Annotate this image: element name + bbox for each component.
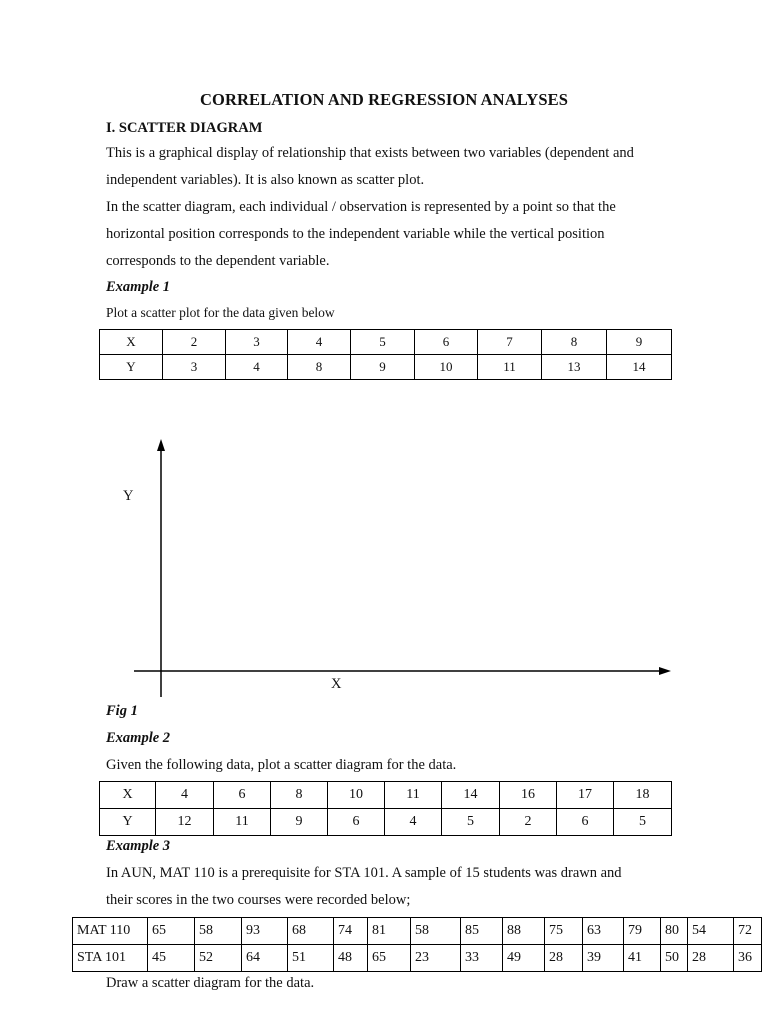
paragraph-line: corresponds to the dependent variable.	[106, 253, 330, 269]
table-cell: 6	[415, 330, 478, 355]
table-cell: 5	[351, 330, 415, 355]
table-cell: 4	[385, 809, 442, 836]
table-cell: 68	[288, 918, 334, 945]
table-row	[73, 945, 762, 972]
table-cell: 3	[163, 355, 226, 380]
figure-1-caption: Fig 1	[106, 703, 138, 719]
table-cell: 79	[624, 918, 661, 945]
table-cell: 10	[415, 355, 478, 380]
table-cell: 80	[661, 918, 688, 945]
table-cell: 4	[288, 330, 351, 355]
table-cell: 9	[271, 809, 328, 836]
paragraph-line: This is a graphical display of relationship that exists between two variables (dependent and	[106, 145, 634, 161]
table-row	[73, 918, 762, 945]
table-cell: 74	[334, 918, 368, 945]
table-cell: 49	[503, 945, 545, 972]
table-cell: 7	[478, 330, 542, 355]
table-cell: 23	[411, 945, 461, 972]
table-cell: 11	[214, 809, 271, 836]
table-cell: 2	[500, 809, 557, 836]
table-cell: 11	[385, 782, 442, 809]
table-cell: 12	[156, 809, 214, 836]
example-3-paragraph-line: their scores in the two courses were recorded below;	[106, 892, 411, 908]
table-cell: 6	[328, 809, 385, 836]
table-cell: Y	[100, 809, 156, 836]
paragraph-line: In the scatter diagram, each individual / observation is represented by a point so that the	[106, 199, 616, 215]
table-cell: 51	[288, 945, 334, 972]
example-1-instruction: Plot a scatter plot for the data given below	[106, 305, 335, 320]
table-cell: X	[100, 782, 156, 809]
table-cell: 8	[288, 355, 351, 380]
paragraph-line: independent variables). It is also known as scatter plot.	[106, 172, 425, 188]
table-cell: 14	[607, 355, 672, 380]
table-cell: 14	[442, 782, 500, 809]
table-cell: 63	[583, 918, 624, 945]
table-cell: 28	[545, 945, 583, 972]
example-3-closing: Draw a scatter diagram for the data.	[106, 975, 315, 991]
table-cell: 65	[148, 918, 195, 945]
table-cell: 5	[614, 809, 672, 836]
table-cell: 81	[368, 918, 411, 945]
y-axis-arrowhead	[157, 439, 165, 451]
example-2-heading: Example 2	[106, 730, 171, 746]
table-cell: 58	[411, 918, 461, 945]
y-axis-label: Y	[123, 488, 134, 504]
table-cell: 8	[542, 330, 607, 355]
table-cell: 45	[148, 945, 195, 972]
table-cell: 54	[688, 918, 734, 945]
table-cell: 10	[328, 782, 385, 809]
table-cell: 72	[734, 918, 762, 945]
table-cell: 9	[351, 355, 415, 380]
example-2-instruction: Given the following data, plot a scatter diagram for the data.	[106, 757, 457, 773]
example-1-heading: Example 1	[106, 279, 171, 295]
table-cell: 93	[242, 918, 288, 945]
table-cell: 8	[271, 782, 328, 809]
page-title: CORRELATION AND REGRESSION ANALYSES	[200, 90, 568, 109]
table-cell: 48	[334, 945, 368, 972]
table-cell: 11	[478, 355, 542, 380]
example-3-table	[72, 917, 762, 972]
paragraph-line: horizontal position corresponds to the independent variable while the vertical position	[106, 226, 605, 242]
table-cell: 18	[614, 782, 672, 809]
table-cell: MAT 110	[73, 918, 148, 945]
x-axis-label: X	[331, 676, 342, 692]
table-cell: 4	[156, 782, 214, 809]
table-cell: 52	[195, 945, 242, 972]
x-axis-arrowhead	[659, 667, 671, 675]
table-cell: X	[100, 330, 163, 355]
table-cell: 65	[368, 945, 411, 972]
table-row	[100, 809, 672, 836]
example-3-paragraph-line: In AUN, MAT 110 is a prerequisite for STA 101. A sample of 15 students was drawn and	[106, 865, 622, 881]
table-cell: 33	[461, 945, 503, 972]
table-cell: 88	[503, 918, 545, 945]
table-cell: 36	[734, 945, 762, 972]
example-3-heading: Example 3	[106, 838, 171, 854]
table-cell: 41	[624, 945, 661, 972]
example-2-table	[99, 781, 672, 836]
table-cell: 16	[500, 782, 557, 809]
table-cell: 39	[583, 945, 624, 972]
table-cell: 17	[557, 782, 614, 809]
table-cell: 58	[195, 918, 242, 945]
table-cell: 50	[661, 945, 688, 972]
table-cell: 5	[442, 809, 500, 836]
table-cell: 6	[557, 809, 614, 836]
section-heading-scatter-diagram: I. SCATTER DIAGRAM	[106, 120, 263, 136]
table-cell: 3	[226, 330, 288, 355]
table-cell: 4	[226, 355, 288, 380]
table-cell: 2	[163, 330, 226, 355]
table-cell: 85	[461, 918, 503, 945]
table-cell: STA 101	[73, 945, 148, 972]
table-cell: Y	[100, 355, 163, 380]
table-cell: 28	[688, 945, 734, 972]
table-cell: 6	[214, 782, 271, 809]
table-cell: 75	[545, 918, 583, 945]
table-cell: 64	[242, 945, 288, 972]
table-cell: 13	[542, 355, 607, 380]
table-row	[100, 782, 672, 809]
table-cell: 9	[607, 330, 672, 355]
